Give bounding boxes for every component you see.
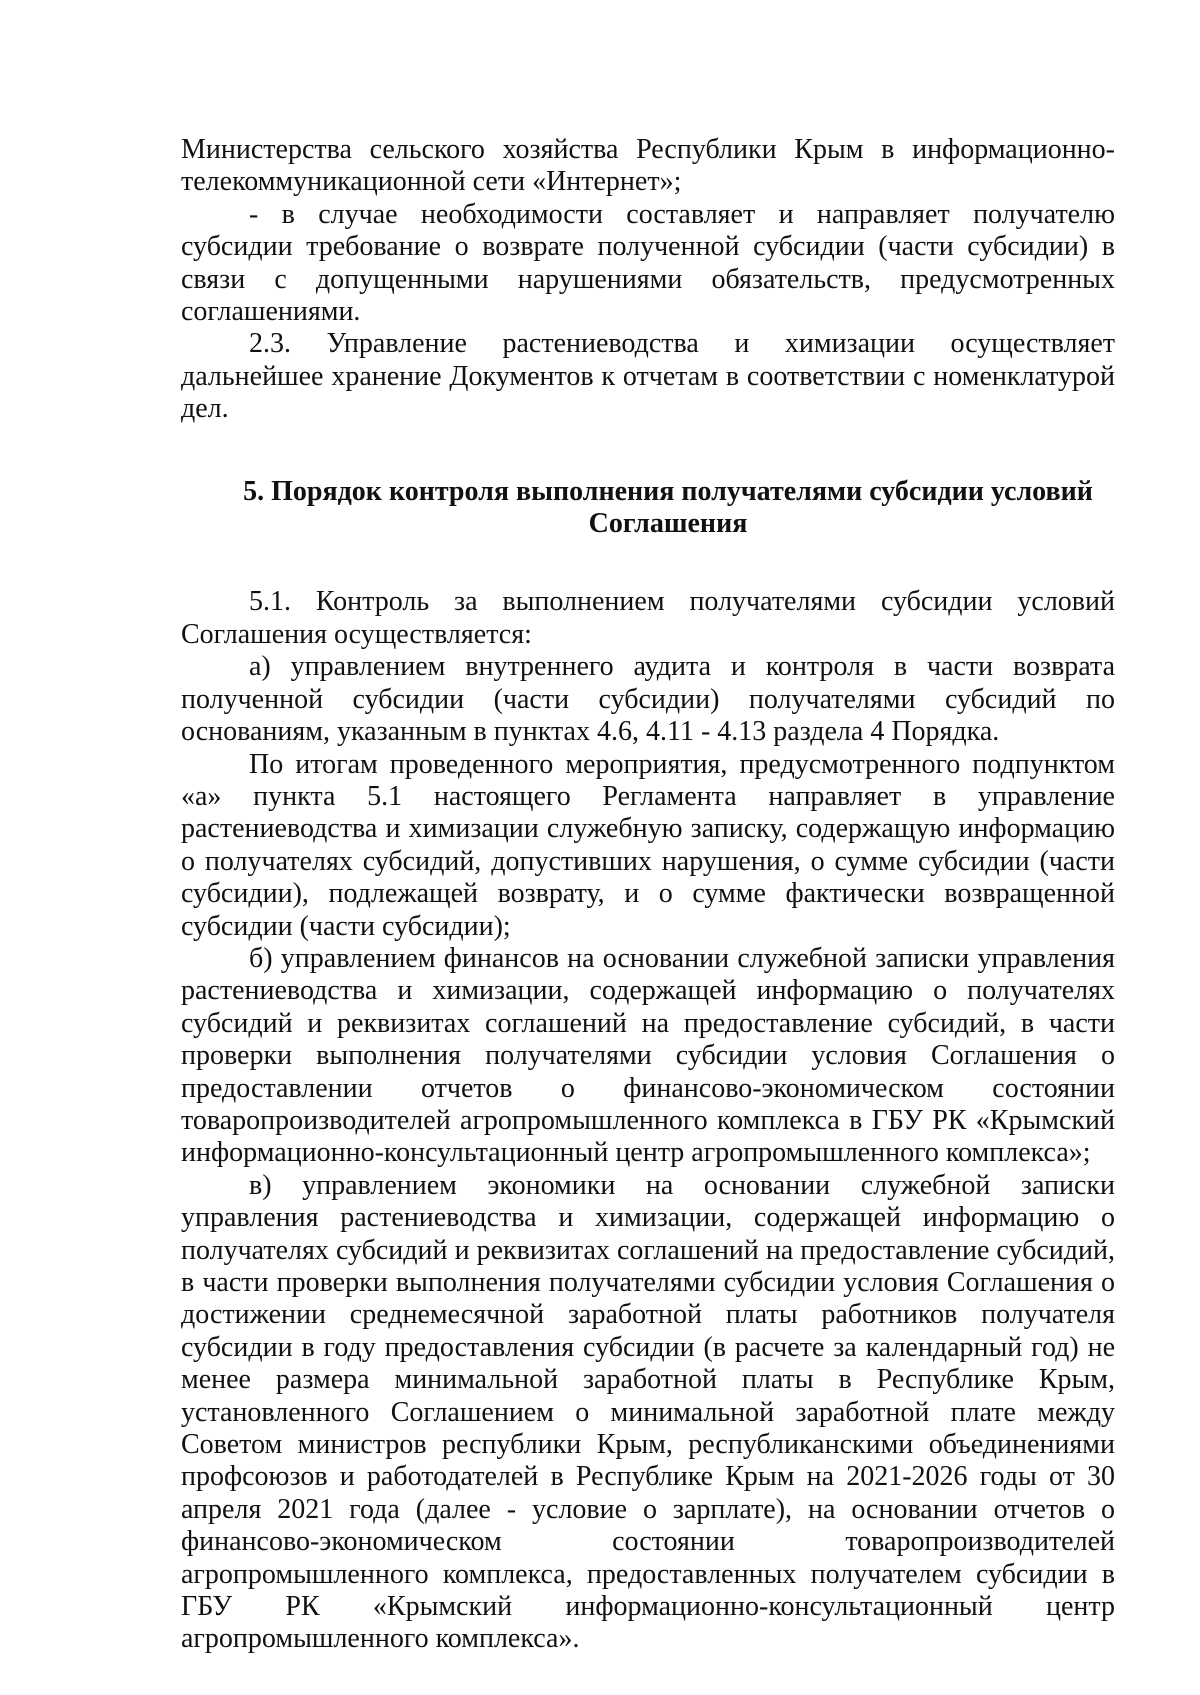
section-heading-line2: Соглашения <box>588 508 748 540</box>
section-heading <box>181 476 1115 541</box>
paragraph-5-1: 5.1. Контроль за выполнением получателями субсидии условий Соглашения осуществляется: <box>181 586 1115 650</box>
document-page <box>181 134 1115 1656</box>
paragraph-refund-demand: - в случае необходимости составляет и направляет получателю субсидии требование о возврате полученной субсидии (части субсидии) в связи с допущенными нарушениями обязательств, предусмотренных соглашениями. <box>181 198 1115 328</box>
paragraph-item-a: а) управлением внутреннего аудита и контроля в части возврата полученной субсидии (части субсидии) получателями субсидий по основаниям, указанным в пунктах 4.6, 4.11 - 4.13 раздела 4 Порядка. <box>181 651 1115 748</box>
paragraph-2-3: 2.3. Управление растениеводства и химизации осуществляет дальнейшее хранение Документов к отчетам в соответствии с номенклатурой дел. <box>181 328 1115 425</box>
paragraph-results: По итогам проведенного мероприятия, предусмотренного подпунктом «а» пункта 5.1 настоящего Регламента направляет в управление растениеводства и химизации служебную записку, содержащую информацию о получателях субсидий, допустивших нарушения, о сумме субсидии (части субсидии), подлежащей возврату, и о сумме фактически возвращенной субсидии (части субсидии); <box>181 748 1115 942</box>
paragraph-item-b: б) управлением финансов на основании служебной записки управления растениеводства и химизации, содержащей информацию о получателях субсидий и реквизитах соглашений на предоставление субсидий, в части проверки выполнения получателями субсидии условия Соглашения о предоставлении отчетов о финансово-экономическом состоянии товаропроизводителей агропромышленного комплекса в ГБУ РК «Крымский информационно-консультационный центр агропромышленного комплекса»; <box>181 942 1115 1169</box>
section-heading-line1: 5. Порядок контроля выполнения получателями субсидии условий <box>243 475 1093 507</box>
paragraph-item-v: в) управлением экономики на основании служебной записки управления растениеводства и химизации, содержащей информацию о получателях субсидий и реквизитах соглашений на предоставление субсидий, в части проверки выполнения получателями субсидии условия Соглашения о достижении среднемесячной заработной платы работников получателя субсидии в году предоставления субсидии (в расчете за календарный год) не менее размера минимальной заработной платы в Республике Крым, установленного Соглашением о минимальной заработной плате между Советом министров республики Крым, республиканскими объединениями профсоюзов и работодателей в Республике Крым на 2021-2026 годы от 30 апреля 2021 года (далее - условие о зарплате), на основании отчетов о финансово-экономическом состоянии товаропроизводителей агропромышленного комплекса, предоставленных получателем субсидии в ГБУ РК «Крымский информационно-консультационный центр агропромышленного комплекса». <box>181 1169 1115 1655</box>
paragraph-intro: Министерства сельского хозяйства Республики Крым в информационно-телекоммуникационной сети «Интернет»; <box>181 134 1115 198</box>
